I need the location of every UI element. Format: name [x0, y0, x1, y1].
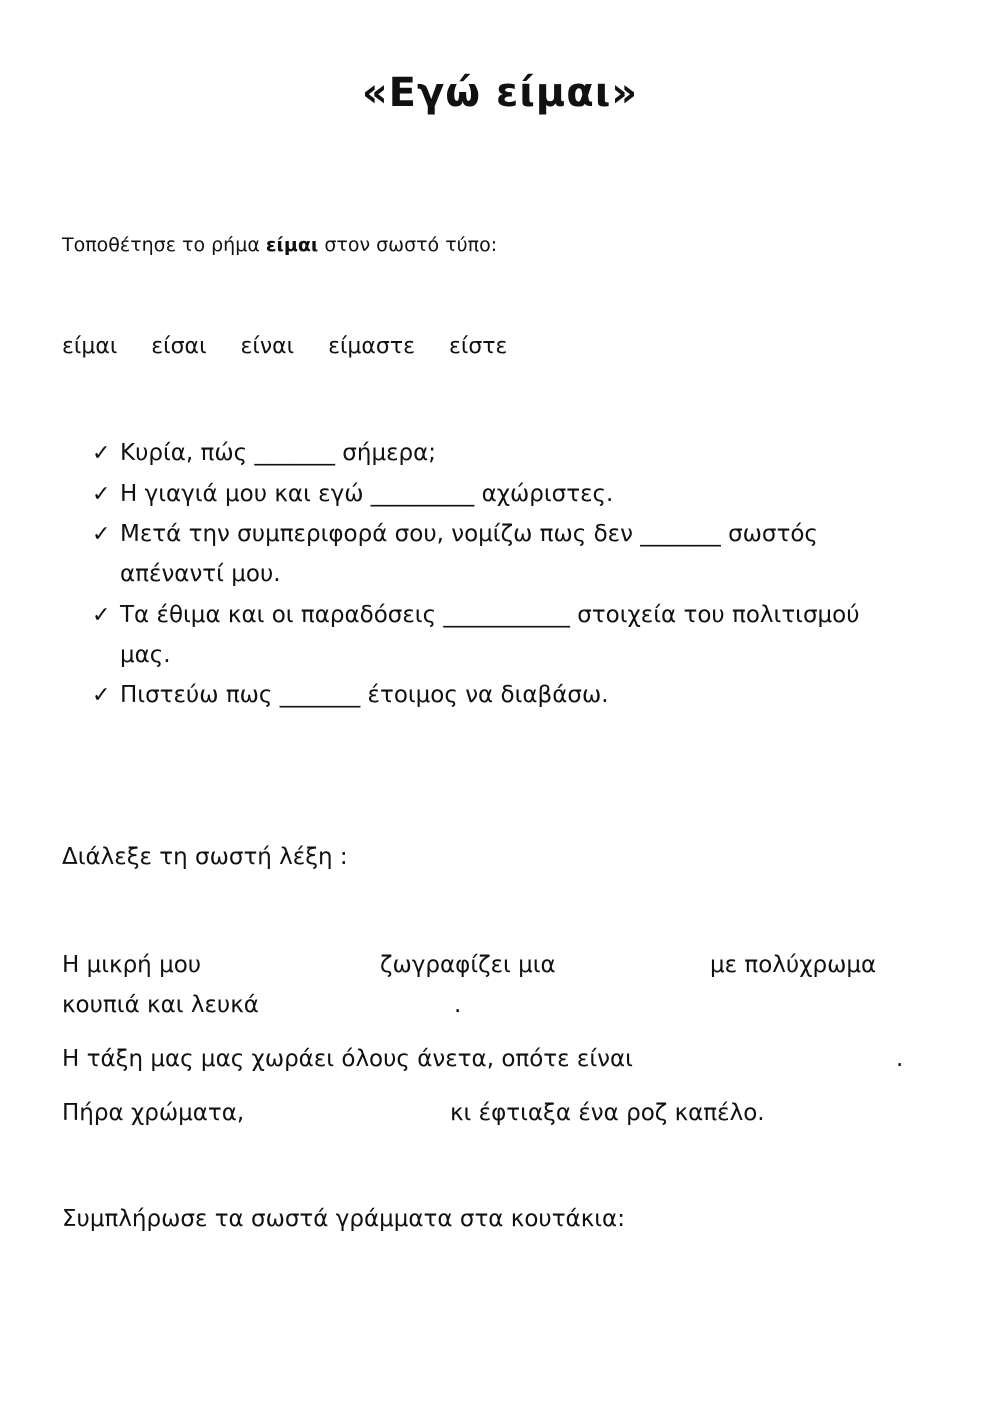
page-title: «Εγώ είμαι»	[361, 70, 639, 116]
checkmark-icon: ✓	[92, 441, 111, 466]
item-text: Κυρία, πώς _______ σήμερα;	[120, 440, 437, 466]
sentence-1-part-2: ζωγραφίζει μια	[380, 952, 556, 978]
sentence-3-part-2: κι έφτιαξα ένα ροζ καπέλο.	[450, 1100, 765, 1126]
sentence-1-part-4: κουπιά και λευκά	[62, 992, 259, 1018]
instruction-choose-word: Διάλεξε τη σωστή λέξη :	[62, 844, 348, 870]
item-text: Τα έθιμα και οι παραδόσεις ___________ στοιχεία του πολιτισμού	[120, 602, 860, 628]
verb-options	[62, 334, 541, 359]
item-text: Μετά την συμπεριφορά σου, νομίζω πως δεν _______ σωστός	[120, 521, 818, 547]
checkmark-icon: ✓	[92, 683, 111, 708]
sentence-1-part-1: Η μικρή μου	[62, 952, 202, 978]
sentence-2-end: .	[896, 1046, 904, 1072]
item-text-continued: απέναντί μου.	[120, 561, 281, 587]
sentence-1-end: .	[454, 992, 462, 1018]
checkmark-icon: ✓	[92, 522, 111, 547]
exercise-item-3	[92, 521, 818, 547]
verb-option: είμαι	[62, 334, 118, 359]
checkmark-icon: ✓	[92, 603, 111, 628]
verb-option: είναι	[240, 334, 295, 359]
verb-option: είσαι	[151, 334, 207, 359]
instruction-fill-letters: Συμπλήρωσε τα σωστά γράμματα στα κουτάκια:	[62, 1206, 625, 1232]
sentence-3-part-1: Πήρα χρώματα,	[62, 1100, 245, 1126]
instruction-text-post: στον σωστό τύπο:	[318, 234, 498, 256]
checkmark-icon: ✓	[92, 482, 111, 507]
exercise-item-4	[92, 602, 860, 628]
exercise-item-5	[92, 682, 609, 708]
instruction-verb: είμαι	[265, 234, 319, 256]
item-text: Πιστεύω πως _______ έτοιμος να διαβάσω.	[120, 682, 609, 708]
item-text-continued: μας.	[120, 642, 171, 668]
instruction-text-pre: Τοποθέτησε το ρήμα	[62, 234, 266, 256]
sentence-1-part-3: με πολύχρωμα	[710, 952, 877, 978]
verb-option: είστε	[449, 334, 508, 359]
exercise-item-2	[92, 481, 613, 507]
item-text: Η γιαγιά μου και εγώ _________ αχώριστες.	[120, 481, 614, 507]
exercise-item-1	[92, 440, 436, 466]
instruction-verb-forms	[62, 234, 497, 256]
verb-option: είμαστε	[328, 334, 416, 359]
sentence-2: Η τάξη μας μας χωράει όλους άνετα, οπότε είναι	[62, 1046, 633, 1072]
